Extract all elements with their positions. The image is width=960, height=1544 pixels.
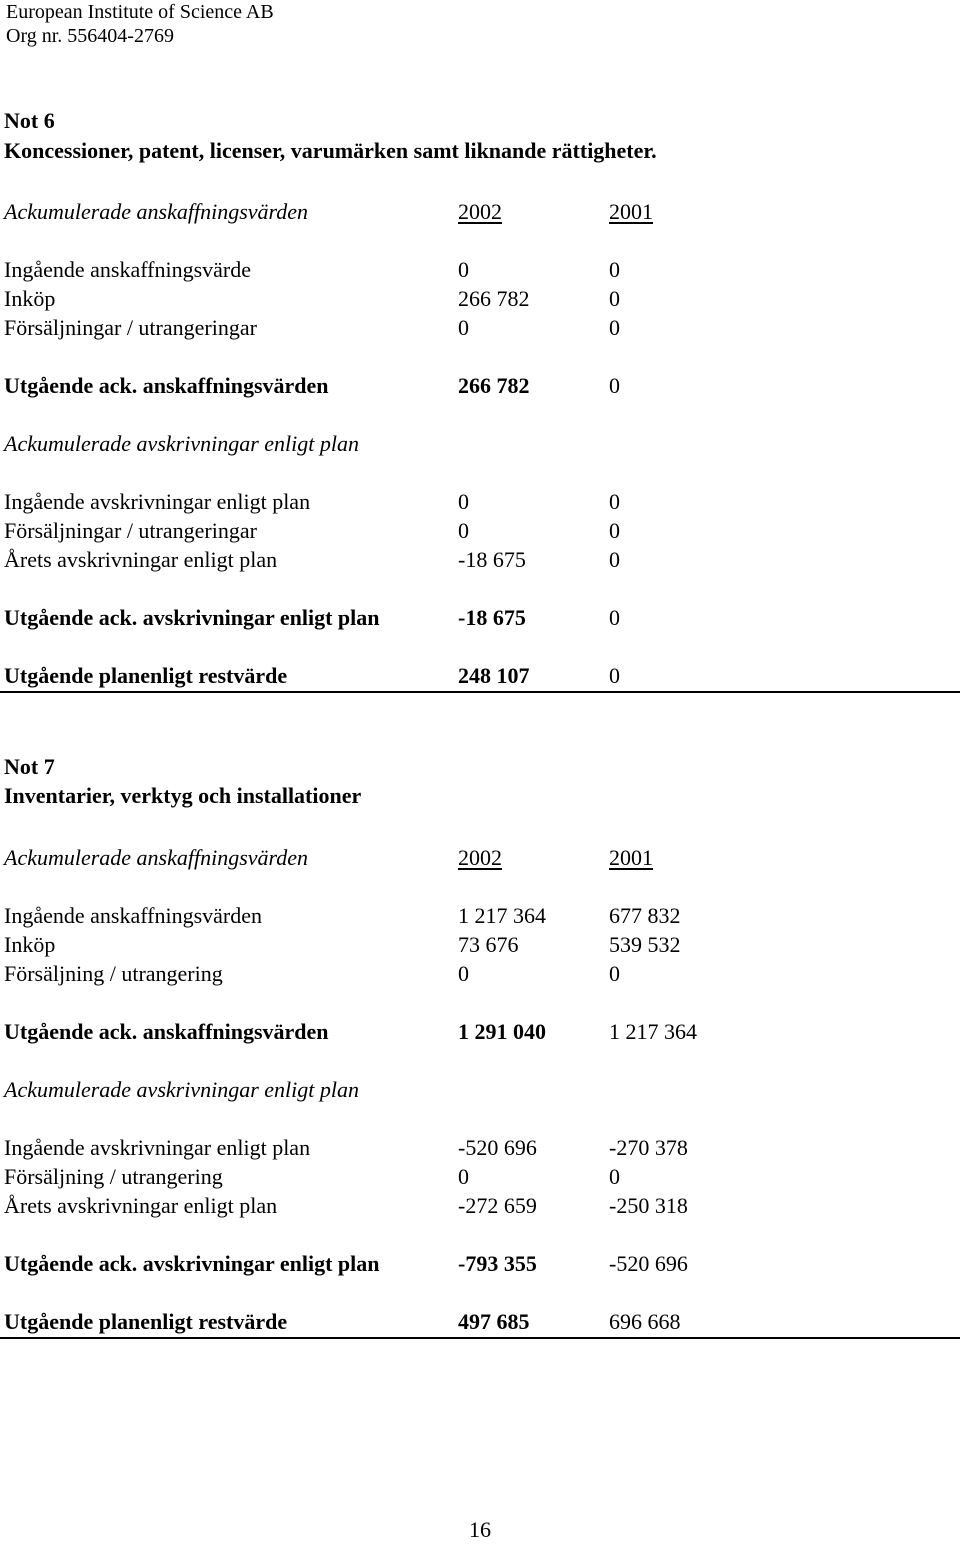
row-prior: 0 bbox=[609, 489, 620, 514]
note6-acq-total-row bbox=[0, 372, 960, 400]
note7-dep-total-row bbox=[0, 1250, 960, 1278]
row-prior: 0 bbox=[609, 1164, 620, 1189]
note7-title bbox=[0, 782, 960, 810]
row-label: Ingående anskaffningsvärden bbox=[4, 903, 262, 928]
row-prior: 0 bbox=[609, 373, 620, 398]
note7-number-text: Not 7 bbox=[4, 754, 55, 779]
row-prior: 0 bbox=[609, 663, 620, 688]
note7-year-current: 2002 bbox=[458, 845, 502, 870]
row-label: Utgående ack. anskaffningsvärden bbox=[4, 1019, 329, 1044]
row-current: 73 676 bbox=[458, 932, 519, 957]
note6-acq-heading: Ackumulerade anskaffningsvärden bbox=[4, 199, 309, 224]
note7-title-text: Inventarier, verktyg och installationer bbox=[4, 783, 362, 808]
note7-dep-heading: Ackumulerade avskrivningar enligt plan bbox=[4, 1077, 359, 1102]
note6-dep-total-row bbox=[0, 604, 960, 632]
row-current: -793 355 bbox=[458, 1251, 537, 1276]
table-row bbox=[0, 902, 960, 930]
page-number: 16 bbox=[469, 1517, 491, 1542]
org-number: Org nr. 556404-2769 bbox=[6, 25, 174, 47]
row-current: -18 675 bbox=[458, 605, 526, 630]
note7-acq-heading-row bbox=[0, 844, 960, 872]
note7-year-prior: 2001 bbox=[609, 845, 653, 870]
row-prior: 0 bbox=[609, 286, 620, 311]
table-row bbox=[0, 517, 960, 545]
row-current: 0 bbox=[458, 518, 469, 543]
table-row bbox=[0, 314, 960, 342]
row-current: 0 bbox=[458, 489, 469, 514]
row-prior: 696 668 bbox=[609, 1309, 681, 1334]
row-current: 266 782 bbox=[458, 373, 530, 398]
table-row bbox=[0, 256, 960, 284]
row-label: Utgående planenligt restvärde bbox=[4, 1309, 288, 1334]
row-prior: 0 bbox=[609, 547, 620, 572]
note6-divider bbox=[0, 691, 960, 693]
row-label: Utgående ack. avskrivningar enligt plan bbox=[4, 1251, 380, 1276]
row-label: Ingående avskrivningar enligt plan bbox=[4, 1135, 311, 1160]
row-current: 0 bbox=[458, 1164, 469, 1189]
row-prior: -520 696 bbox=[609, 1251, 688, 1276]
row-label: Försäljningar / utrangeringar bbox=[4, 518, 257, 543]
row-current: 497 685 bbox=[458, 1309, 530, 1334]
row-current: 248 107 bbox=[458, 663, 530, 688]
row-prior: -250 318 bbox=[609, 1193, 688, 1218]
note6-title-text: Koncessioner, patent, licenser, varumärken samt liknande rättigheter. bbox=[4, 138, 657, 163]
note6-dep-heading: Ackumulerade avskrivningar enligt plan bbox=[4, 431, 359, 456]
note7-acq-total-row bbox=[0, 1018, 960, 1046]
row-prior: 0 bbox=[609, 257, 620, 282]
row-current: -520 696 bbox=[458, 1135, 537, 1160]
row-prior: 539 532 bbox=[609, 932, 681, 957]
row-prior: -270 378 bbox=[609, 1135, 688, 1160]
row-current: -18 675 bbox=[458, 547, 526, 572]
row-current: 1 291 040 bbox=[458, 1019, 546, 1044]
note6-year-prior: 2001 bbox=[609, 199, 653, 224]
row-label: Inköp bbox=[4, 286, 56, 311]
note6-title bbox=[0, 137, 960, 165]
note7-dep-heading-row bbox=[0, 1076, 960, 1104]
table-row bbox=[0, 1192, 960, 1220]
note7-residual-row bbox=[0, 1308, 960, 1336]
note6-number-text: Not 6 bbox=[4, 108, 55, 133]
row-prior: 1 217 364 bbox=[609, 1019, 697, 1044]
row-current: 1 217 364 bbox=[458, 903, 546, 928]
note6-year-current: 2002 bbox=[458, 199, 502, 224]
row-label: Utgående planenligt restvärde bbox=[4, 663, 288, 688]
row-prior: 677 832 bbox=[609, 903, 681, 928]
note7-divider bbox=[0, 1337, 960, 1339]
row-current: 0 bbox=[458, 315, 469, 340]
row-current: -272 659 bbox=[458, 1193, 537, 1218]
row-label: Årets avskrivningar enligt plan bbox=[4, 1193, 278, 1218]
table-row bbox=[0, 1134, 960, 1162]
row-label: Inköp bbox=[4, 932, 56, 957]
row-label: Utgående ack. avskrivningar enligt plan bbox=[4, 605, 380, 630]
note6-dep-heading-row bbox=[0, 430, 960, 458]
row-label: Försäljning / utrangering bbox=[4, 1164, 223, 1189]
row-label: Försäljning / utrangering bbox=[4, 961, 223, 986]
row-label: Ingående avskrivningar enligt plan bbox=[4, 489, 311, 514]
table-row bbox=[0, 285, 960, 313]
row-label: Utgående ack. anskaffningsvärden bbox=[4, 373, 329, 398]
note6-acq-heading-row bbox=[0, 198, 960, 226]
table-row bbox=[0, 960, 960, 988]
row-prior: 0 bbox=[609, 315, 620, 340]
row-current: 0 bbox=[458, 257, 469, 282]
row-current: 0 bbox=[458, 961, 469, 986]
row-prior: 0 bbox=[609, 961, 620, 986]
note6-residual-row bbox=[0, 662, 960, 690]
row-label: Försäljningar / utrangeringar bbox=[4, 315, 257, 340]
note7-number bbox=[0, 753, 960, 781]
note6-number bbox=[0, 107, 960, 135]
note7-acq-heading: Ackumulerade anskaffningsvärden bbox=[4, 845, 309, 870]
row-current: 266 782 bbox=[458, 286, 530, 311]
table-row bbox=[0, 488, 960, 516]
row-label: Årets avskrivningar enligt plan bbox=[4, 547, 278, 572]
table-row bbox=[0, 1163, 960, 1191]
table-row bbox=[0, 931, 960, 959]
row-prior: 0 bbox=[609, 518, 620, 543]
table-row bbox=[0, 546, 960, 574]
row-prior: 0 bbox=[609, 605, 620, 630]
company-name: European Institute of Science AB bbox=[6, 1, 274, 23]
row-label: Ingående anskaffningsvärde bbox=[4, 257, 251, 282]
